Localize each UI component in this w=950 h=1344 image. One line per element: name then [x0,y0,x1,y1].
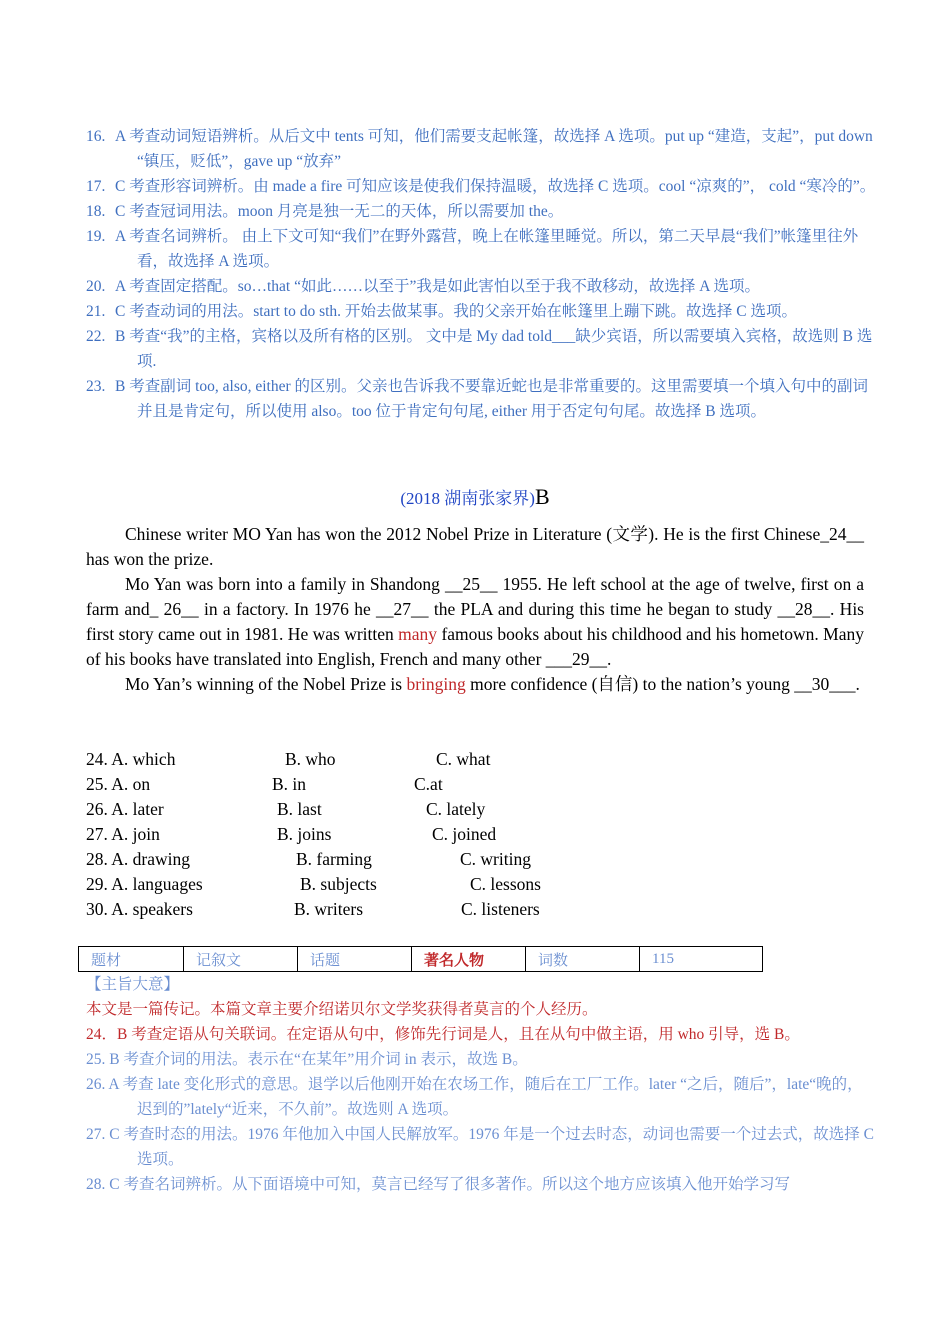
passage-paragraph-2: Mo Yan was born into a family in Shandong __25__ 1955. He left school at the age of twelve, first on a farm and_ 26__ in a factory. In 1976 he __27__ the PLA and during this time he began to study __28__. His first story came out in 1981. He was written many famous books about his childhood and his hometown. Many of his books have translated into English, French and many other ___29__. [86,574,864,669]
highlight-error-word: many [398,624,438,644]
explanation-item-20: 20. A 考查固定搭配。so…that “如此……以至于”我是如此害怕以至于我不敢移动，故选择 A 选项。 [86,278,760,295]
analysis-item-28: 28. C 考查名词辨析。从下面语境中可知，莫言已经写了很多著作。所以这个地方应该填入他开始学习写 [86,1176,790,1193]
main-idea-summary: 本文是一篇传记。本篇文章主要介绍诺贝尔文学奖获得者莫言的个人经历。 [86,1001,598,1018]
passage-paragraph-3: Mo Yan’s winning of the Nobel Prize is bringing more confidence (自信) to the nation’s young __30___. [125,674,860,694]
topic-value: 著名人物 [412,947,526,972]
explanation-list [86,124,876,424]
genre-label: 题材 [79,947,184,972]
genre-value: 记叙文 [184,947,298,972]
answer-analysis [86,972,876,1197]
explanation-item-22: 22. B 考查“我”的主格，宾格以及所有格的区别。 文中是 My dad told___缺少宾语，所以需要填入宾格，故选则 B 选项. [86,328,873,370]
explanation-item-18: 18. C 考查冠词用法。moon 月亮是独一无二的天体，所以需要加 the。 [86,203,564,220]
section-title: (2018 湖南张家界)B [400,484,550,509]
explanation-item-17: 17. C 考查形容词辨析。由 made a fire 可知应该是使我们保持温暖，故选择 C 选项。cool “凉爽的”， cold “寒冷的”。 [86,178,876,195]
word-count-value: 115 [640,947,763,972]
main-idea-heading: 【主旨大意】 [86,976,180,993]
document-page: 16. A 考查动词短语辨析。从后文中 tents 可知，他们需要支起帐篷，故选择 A 选项。put up “建造，支起”，put down “镇压，贬低”，gave up “放弃” 17. C 考查形容词辨析。由 made a fire 可知应该是使我们保持温暖，故选择 C 选项。cool “凉爽的”， cold “寒冷的”。 18. C 考查冠词用法。moon 月亮是独一无二的天体，所以需要加 the。 19. A 考查名词辨析。 由上下文可知“我们”在野外露营，晚上在帐篷里睡觉。所以，第二天早晨“我们”帐篷里往外看，故选择 A 选项。 20. A 考查固定搭配。so…that “如此……以至于”我是如此害怕以至于我不敢移动，故选择 A 选项。 21. C 考查动词的用法。start to do sth. 开始去做某事。我的父亲开始在帐篷里上蹦下跳。故选择 C 选项。 22. B 考查“我”的主格，宾格以及所有格的区别。 文中是 My dad told___缺少宾语，所以需要填入宾格，故选则 B 选项. 23. B 考查副词 too, also, either 的区别。父亲也告诉我不要靠近蛇也是非常重要的。这里需要填一个填入句中的副词并且是肯定句，所以使用 also。too 位于肯定句句尾, either 用于否定句句尾。故选择 B 选项。 (2018 湖南张家界)B Chinese writer MO Yan has won the 2012 Nobel Prize in Literature (文学). He is the first Chinese_24__ has won the prize. Mo Yan was born into a family in Shandong __25__ 1955. He left school at the age of twelve, first on a farm and_ 26__ in a factory. In 1976 he __27__ the PLA and during this time he began to study __28__. His first story came out in 1981. He was written many famous books about his childhood and his hometown. Many of his books have translated into English, French and many other ___29__. Mo Yan’s winning of the Nobel Prize is bringing more confidence (自信) to the nation’s young __30___. 24. A. which B. who C. what 25. A. on B. in C.at 26. A. later B. last C. lately 27. A. join B. joins C. joined 28. A. drawing B. farming C. writing 29. A. languages B. subjects C. lessons 30. A. speakers B. writers C. listeners 题材 记叙文 话题 著名人物 词数 115 【主旨大意】 本文是一篇传记。本篇文章主要介绍诺贝尔文学奖获得者莫言的个人经历。 24．B 考查定语从句关联词。在定语从句中，修饰先行词是人，且在从句中做主语，用 who 引导，选 B。 25. B 考查介词的用法。表示在“在某年”用介词 in 表示，故选 B。 26. A 考查 late 变化形式的意思。退学以后他刚开始在农场工作，随后在工厂工作。later “之后，随后”，late“晚的，迟到的”lately“近来，不久前”。故选则 A 选项。 27. C 考查时态的用法。1976 年他加入中国人民解放军。1976 年是一个过去时态，动词也需要一个过去式，故选择 C 选项。 28. C 考查名词辨析。从下面语境中可知，莫言已经写了很多著作。所以这个地方应该填入他开始学习写 [0,0,950,1344]
highlight-error-word: bringing [406,674,466,694]
passage-info-table [78,946,763,972]
analysis-item-27: 27. C 考查时态的用法。1976 年他加入中国人民解放军。1976 年是一个过去时态，动词也需要一个过去式，故选择 C 选项。 [86,1126,874,1168]
info-table-row [79,947,763,972]
analysis-item-25: 25. B 考查介词的用法。表示在“在某年”用介词 in 表示，故选 B。 [86,1051,528,1068]
word-count-label: 词数 [526,947,640,972]
explanation-item-21: 21. C 考查动词的用法。start to do sth. 开始去做某事。我的父亲开始在帐篷里上蹦下跳。故选择 C 选项。 [86,303,798,320]
analysis-item-24: 24．B 考查定语从句关联词。在定语从句中，修饰先行词是人，且在从句中做主语，用 who 引导，选 B。 [86,1026,800,1043]
topic-label: 话题 [298,947,412,972]
explanation-item-23: 23. B 考查副词 too, also, either 的区别。父亲也告诉我不要靠近蛇也是非常重要的。这里需要填一个填入句中的副词并且是肯定句，所以使用 also。too 位于肯定句句尾, either 用于否定句句尾。故选择 B 选项。 [86,378,869,420]
analysis-item-26: 26. A 考查 late 变化形式的意思。退学以后他刚开始在农场工作，随后在工厂工作。later “之后，随后”，late“晚的，迟到的”lately“近来，不久前”。故选则 A 选项。 [86,1076,863,1118]
explanation-item-19: 19. A 考查名词辨析。 由上下文可知“我们”在野外露营，晚上在帐篷里睡觉。所以，第二天早晨“我们”帐篷里往外看，故选择 A 选项。 [86,228,859,270]
passage-paragraph-1: Chinese writer MO Yan has won the 2012 Nobel Prize in Literature (文学). He is the first Chinese_24__ has won the prize. [86,524,864,569]
explanation-item-16: 16. A 考查动词短语辨析。从后文中 tents 可知，他们需要支起帐篷，故选择 A 选项。put up “建造，支起”，put down “镇压，贬低”，gave up “放弃” [86,128,873,170]
reading-passage [86,522,864,697]
